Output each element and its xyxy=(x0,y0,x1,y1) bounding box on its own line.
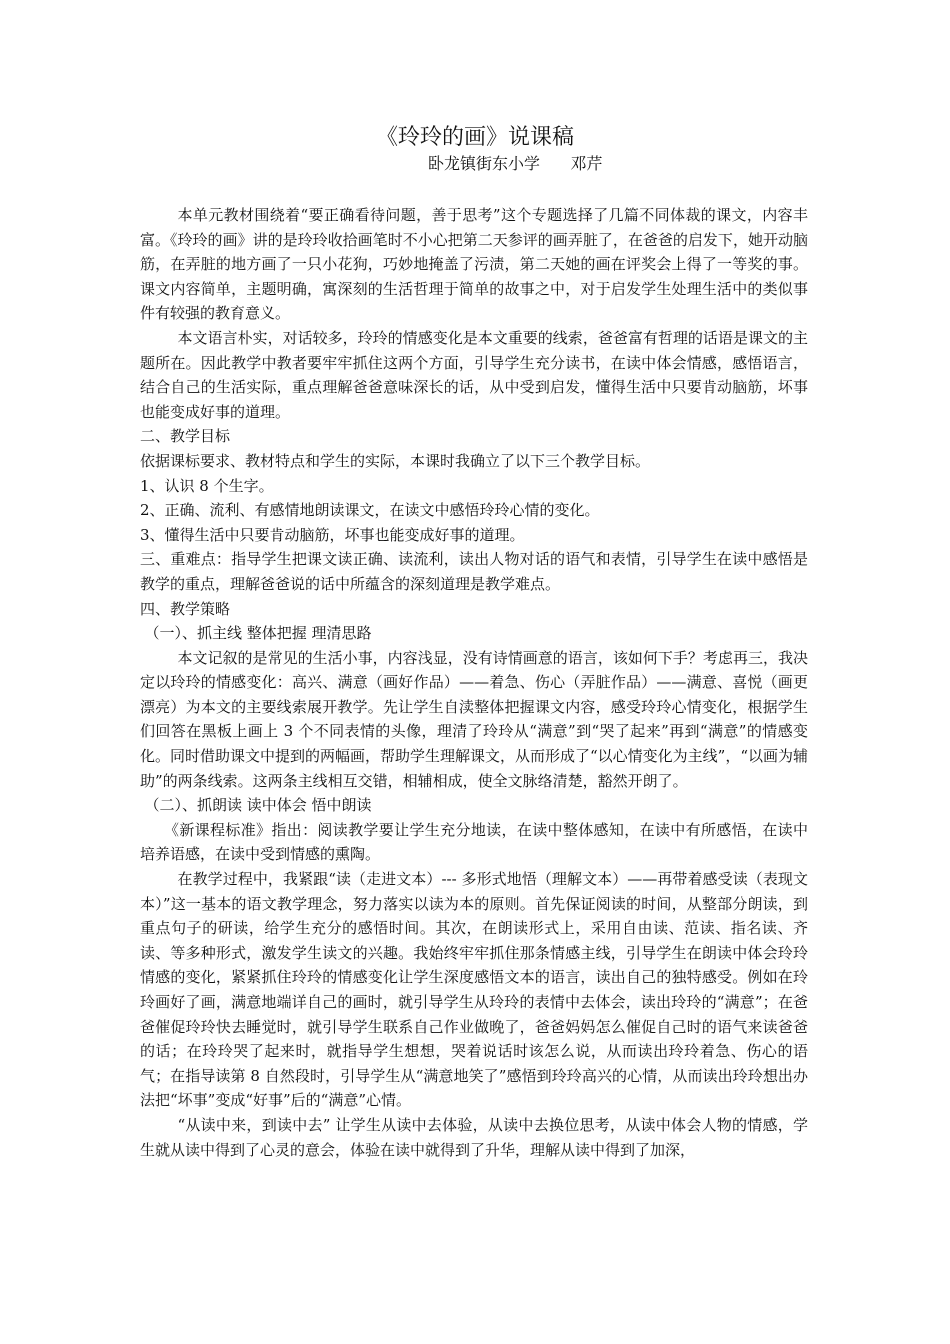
list-item: 1、认识 8 个生字。 xyxy=(140,476,274,495)
list-item: 2、正确、流利、有感情地朗读课文，在读文中感悟玲玲心情的变化。 xyxy=(140,501,600,520)
body-paragraph: 本单元教材围绕着“要正确看待问题，善于思考”这个专题选择了几篇不同体裁的课文，内容丰富。《玲玲的画》讲的是玲玲收拾画笔时不小心把第二天参评的画弄脏了，在爸爸的启发下，她开动脑筋，在弄脏的地方画了一只小花狗，巧妙地掩盖了污渍，第二天她的画在评奖会上得了一等奖的事。课文内容简单，主题明确，寓深刻的生活哲理于简单的故事之中，对于启发学生处理生活中的类似事件有较强的教育意义。 xyxy=(140,206,808,323)
author-byline: 卧龙镇街东小学 邓芹 xyxy=(428,154,603,173)
body-paragraph: 三、重难点：指导学生把课文读正确、读流利，读出人物对话的语气和表情，引导学生在读中感悟是教学的重点，理解爸爸说的话中所蕴含的深刻道理是教学难点。 xyxy=(140,550,808,593)
body-paragraph: 《新课程标准》指出：阅读教学要让学生充分地读，在读中整体感知，在读中有所感悟，在读中培养语感，在读中受到情感的熏陶。 xyxy=(140,820,808,864)
document-title: 《玲玲的画》说课稿 xyxy=(375,125,574,150)
body-paragraph: 本文语言朴实，对话较多，玲玲的情感变化是本文重要的线索，爸爸富有哲理的话语是课文的主题所在。因此教学中教者要牢牢抓住这两个方面，引导学生充分读书，在读中体会情感，感悟语言，结合自己的生活实际，重点理解爸爸意味深长的话，从中受到启发，懂得生活中只要肯动脑筋，坏事也能变成好事的道理。 xyxy=(140,328,808,421)
list-item: 3、懂得生活中只要肯动脑筋，坏事也能变成好事的道理。 xyxy=(140,525,525,544)
body-paragraph: 本文记叙的是常见的生活小事，内容浅显，没有诗情画意的语言，该如何下手？考虑再三，我决定以玲玲的情感变化：高兴、满意（画好作品）——着急、伤心（弄脏作品）——满意、喜悦（画更漂亮）为本文的主要线索展开教学。先让学生自渎整体把握课文内容，感受玲玲心情变化，根据学生们回答在黑板上画上 3 个不同表情的头像，理清了玲玲从“满意”到“哭了起来”再到“满意”的情感变化。同时借助课文中提到的两幅画，帮助学生理解课文，从而形成了“以心情变化为主线”，“以画为辅助”的两条线索。这两条主线相互交错，相辅相成，使全文脉络清楚，豁然开朗了。 xyxy=(140,648,809,790)
body-paragraph: 依据课标要求、教材特点和学生的实际，本课时我确立了以下三个教学目标。 xyxy=(140,451,651,470)
subsection-heading: （二）、抓朗读 读中体会 悟中朗读 xyxy=(144,796,372,815)
section-heading: 四、教学策略 xyxy=(140,599,231,618)
section-heading: 二、教学目标 xyxy=(140,427,231,446)
body-paragraph: 在教学过程中，我紧跟“读（走进文本）--- 多形式地悟（理解文本）——再带着感受读（表现文本）”这一基本的语文教学理念，努力落实以读为本的原则。首先保证阅读的时间，从整部分朗读，到重点句子的研读，给学生充分的感悟时间。其次，在朗读形式上，采用自由读、范读、指名读、齐读、等多种形式，激发学生读文的兴趣。我始终牢牢抓住那条情感主线，引导学生在朗读中体会玲玲情感的变化，紧紧抓住玲玲的情感变化让学生深度感悟文本的语言，读出自己的独特感受。例如在玲玲画好了画，满意地端详自己的画时，就引导学生从玲玲的表情中去体会，读出玲玲的“满意”；在爸爸催促玲玲快去睡觉时，就引导学生联系自己作业做晚了，爸爸妈妈怎么催促自己时的语气来读爸爸的话；在玲玲哭了起来时，就指导学生想想，哭着说话时该怎么说，从而读出玲玲着急、伤心的语气；在指导读第 8 自然段时，引导学生从“满意地笑了”感悟到玲玲高兴的心情，从而读出玲玲想出办法把“坏事”变成“好事”后的“满意”心情。 xyxy=(140,870,808,1110)
document-body xyxy=(140,203,808,1162)
subsection-heading: （一）、抓主线 整体把握 理清思路 xyxy=(144,624,372,643)
body-paragraph: “从读中来，到读中去” 让学生从读中去体验，从读中去换位思考，从读中体会人物的情感，学生就从读中得到了心灵的意会，体验在读中就得到了升华，理解从读中得到了加深， xyxy=(140,1115,808,1159)
